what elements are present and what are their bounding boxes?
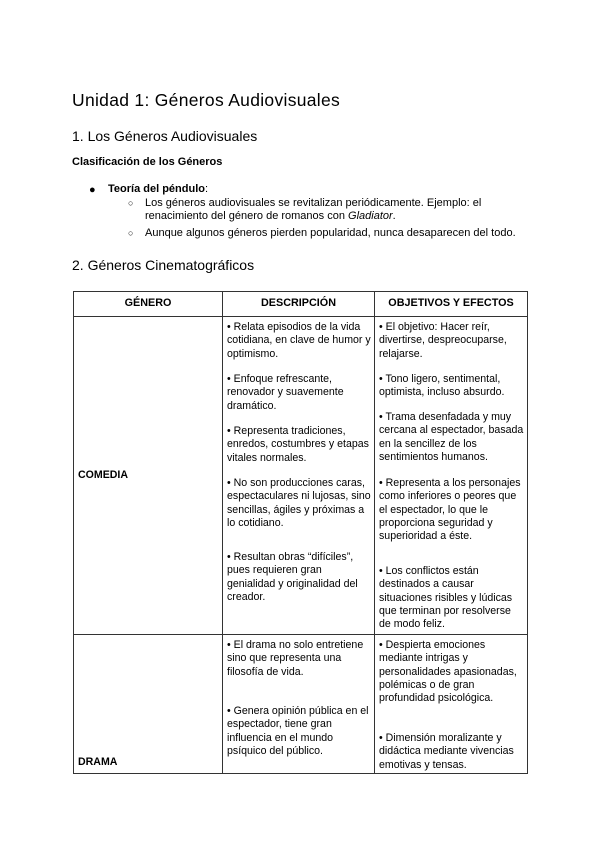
objectives-cell	[375, 317, 528, 635]
bullet-teoria-pendulo	[108, 183, 208, 196]
objective-item: • Tono ligero, sentimental, optimista, incluso absurdo.	[379, 373, 505, 399]
section-heading-generos-cinematograficos: 2. Géneros Cinematográficos	[72, 257, 255, 273]
header-genero: GÉNERO	[74, 292, 223, 317]
objective-item: • Los conflictos están destinados a causar situaciones risibles y lúdicas que terminan por resolverse de modo feliz.	[379, 565, 513, 631]
description-item: • Enfoque refrescante, renovador y suavemente dramático.	[227, 373, 344, 412]
circle-bullet-icon: ○	[128, 198, 134, 208]
description-item: • Resultan obras “difíciles”, pues requieren gran genialidad y originalidad del creador.	[227, 551, 358, 603]
sub-bullet-item: Aunque algunos géneros pierden popularidad, nunca desaparecen del todo.	[145, 227, 516, 239]
bullet-suffix: :	[204, 183, 209, 195]
sub-bullet-end: .	[392, 210, 396, 223]
description-item: • No son producciones caras, espectaculares ni lujosas, sino sencillas, ágiles y próximas a lo cotidiano.	[227, 477, 371, 529]
table-row-comedia	[74, 317, 528, 635]
bullet-label: Teoría del péndulo	[108, 183, 205, 195]
genre-cell	[74, 317, 223, 635]
page-title: Unidad 1: Géneros Audiovisuales	[72, 90, 341, 110]
description-item: • El drama no solo entretiene sino que representa una filosofía de vida.	[227, 639, 364, 678]
subheading-clasificacion: Clasificación de los Géneros	[72, 156, 223, 168]
objective-item: • El objetivo: Hacer reír, divertirse, despreocuparse, relajarse.	[379, 321, 507, 360]
bullet-dot-icon: ●	[89, 184, 96, 196]
objective-item: • Representa a los personajes como inferiores o peores que el espectador, lo que le proporciona seguridad y superioridad a éste.	[379, 477, 521, 543]
description-item: • Relata episodios de la vida cotidiana, en clave de humor y optimismo.	[227, 321, 371, 360]
objective-item: • Dimensión moralizante y didáctica mediante vivencias emotivas y tensas.	[379, 732, 514, 771]
film-title: Gladiator	[348, 210, 393, 223]
genre-cell	[74, 635, 223, 774]
header-descripcion: DESCRIPCIÓN	[223, 292, 375, 317]
genre-label: COMEDIA	[78, 468, 129, 481]
genres-table	[73, 291, 528, 774]
sub-bullet-text: Los géneros audiovisuales se revitalizan periódicamente. Ejemplo: el renacimiento del género de romanos con	[145, 197, 482, 223]
table-row-drama	[74, 635, 528, 774]
header-objetivos: OBJETIVOS Y EFECTOS	[375, 292, 528, 317]
genre-label: DRAMA	[78, 755, 118, 768]
description-cell	[223, 635, 375, 774]
description-item: • Representa tradiciones, enredos, costumbres y etapas vitales normales.	[227, 425, 369, 464]
circle-bullet-icon: ○	[128, 228, 134, 238]
table-header-row	[74, 292, 528, 317]
objective-item: • Despierta emociones mediante intrigas y personalidades apasionadas, polémicas o de gran profundidad psicológica.	[379, 639, 517, 705]
objective-item: • Trama desenfadada y muy cercana al espectador, basada en la sencillez de los sentimientos humanos.	[379, 411, 524, 463]
description-item: • Genera opinión pública en el espectador, tiene gran influencia en el mundo psíquico del público.	[227, 705, 369, 757]
sub-bullet-item	[145, 197, 505, 224]
objectives-cell	[375, 635, 528, 774]
description-cell	[223, 317, 375, 635]
section-heading-generos-audiovisuales: 1. Los Géneros Audiovisuales	[72, 128, 258, 144]
